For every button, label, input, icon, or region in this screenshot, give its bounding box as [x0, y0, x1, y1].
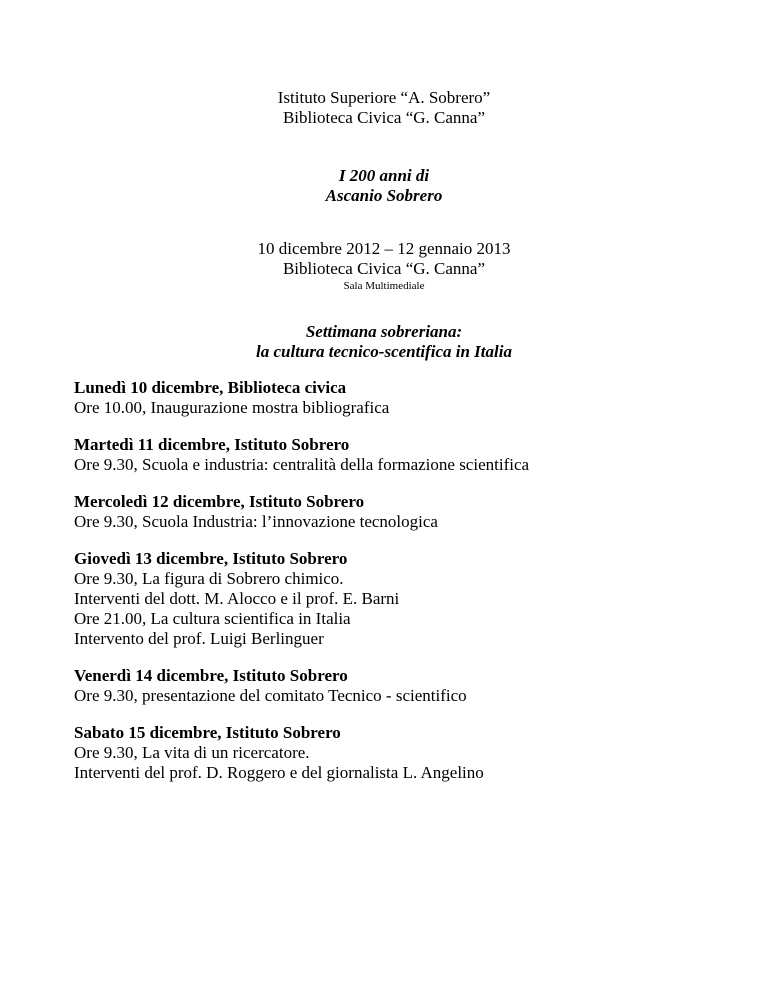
header-line-library: Biblioteca Civica “G. Canna” [282, 108, 486, 127]
title-line-1: I 200 anni di [338, 166, 430, 185]
week-subtitle [0, 322, 768, 362]
header-line-institute: Istituto Superiore “A. Sobrero” [277, 88, 491, 107]
day-line: Intervento del prof. Luigi Berlinguer [74, 629, 324, 648]
day-line: Ore 9.30, Scuola Industria: l’innovazione tecnologica [74, 512, 438, 531]
schedule-day [74, 492, 754, 532]
day-line: Interventi del dott. M. Alocco e il prof. E. Barni [74, 589, 400, 608]
subtitle-line-2: la cultura tecnico-scentifica in Italia [256, 342, 512, 361]
schedule-day [74, 666, 754, 706]
day-heading: Venerdì 14 dicembre, Istituto Sobrero [74, 666, 348, 685]
subtitle-line-1: Settimana sobreriana: [305, 322, 463, 341]
title-line-2: Ascanio Sobrero [325, 186, 443, 205]
schedule [74, 378, 754, 800]
day-line: Ore 9.30, La vita di un ricercatore. [74, 743, 310, 762]
day-heading: Mercoledì 12 dicembre, Istituto Sobrero [74, 492, 365, 511]
exhibition-info [0, 239, 768, 293]
event-title [0, 166, 768, 206]
day-heading: Lunedì 10 dicembre, Biblioteca civica [74, 378, 347, 397]
day-heading: Martedì 11 dicembre, Istituto Sobrero [74, 435, 350, 454]
institution-header [0, 88, 768, 128]
schedule-day [74, 435, 754, 475]
schedule-day [74, 378, 754, 418]
day-heading: Sabato 15 dicembre, Istituto Sobrero [74, 723, 341, 742]
schedule-day [74, 723, 754, 783]
day-line: Ore 10.00, Inaugurazione mostra bibliografica [74, 398, 390, 417]
day-line: Ore 21.00, La cultura scientifica in Italia [74, 609, 351, 628]
day-line: Ore 9.30, Scuola e industria: centralità della formazione scientifica [74, 455, 530, 474]
day-line: Interventi del prof. D. Roggero e del giornalista L. Angelino [74, 763, 484, 782]
schedule-day [74, 549, 754, 649]
day-heading: Giovedì 13 dicembre, Istituto Sobrero [74, 549, 348, 568]
exhibition-dates: 10 dicembre 2012 – 12 gennaio 2013 [257, 239, 511, 258]
day-line: Ore 9.30, presentazione del comitato Tecnico - scientifico [74, 686, 467, 705]
day-line: Ore 9.30, La figura di Sobrero chimico. [74, 569, 344, 588]
exhibition-venue: Biblioteca Civica “G. Canna” [282, 259, 486, 278]
exhibition-room: Sala Multimediale [343, 280, 425, 292]
